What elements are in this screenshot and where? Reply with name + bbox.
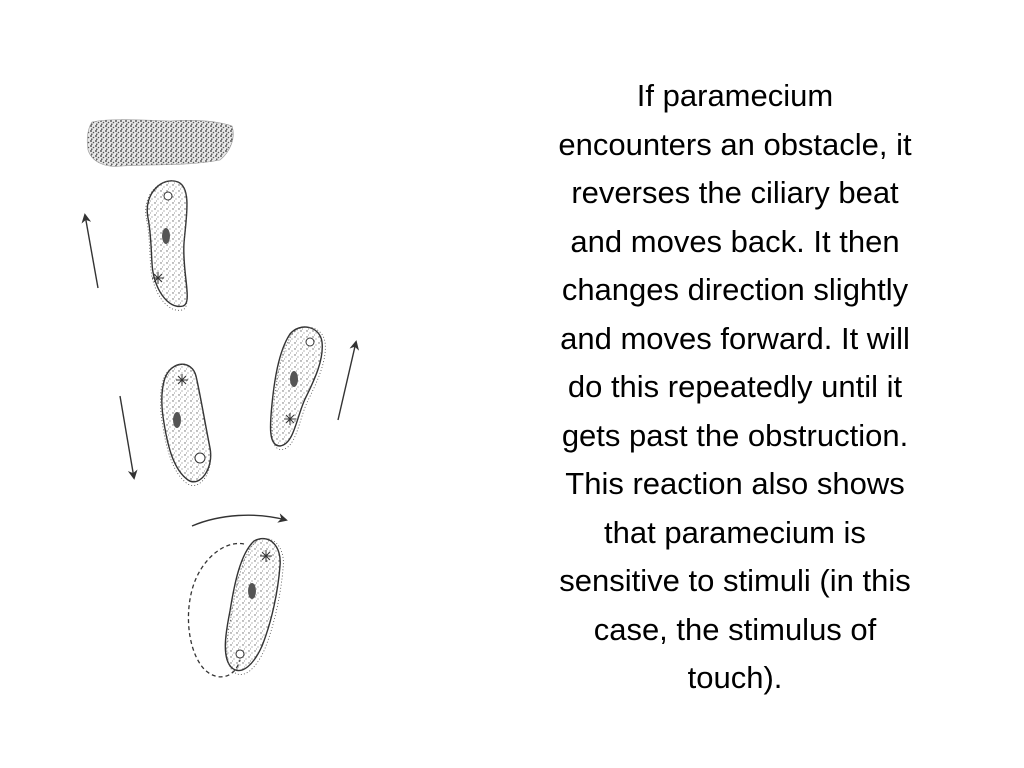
paramecium-avoidance-illustration bbox=[60, 100, 390, 700]
direction-arrow-icon bbox=[338, 342, 356, 420]
caption-line: and moves back. It then bbox=[570, 223, 900, 259]
curved-arrow-icon bbox=[192, 515, 286, 526]
caption-line: gets past the obstruction. bbox=[561, 417, 909, 453]
caption-line: If paramecium bbox=[636, 78, 834, 113]
obstacle-icon bbox=[87, 120, 233, 167]
paramecium-icon bbox=[146, 181, 188, 311]
caption-line: case, the stimulus of bbox=[593, 611, 877, 647]
paramecium-icon bbox=[270, 327, 325, 450]
illustration-svg bbox=[60, 100, 390, 700]
direction-arrow-icon bbox=[120, 396, 134, 478]
caption-line: changes direction slightly bbox=[561, 272, 909, 307]
paramecium-icon bbox=[225, 539, 283, 675]
caption-line: sensitive to stimuli (in this bbox=[559, 563, 911, 598]
paramecium-icon bbox=[160, 364, 210, 485]
caption-line: encounters an obstacle, it bbox=[558, 126, 912, 162]
caption-line: This reaction also shows bbox=[565, 466, 905, 501]
caption-line: do this repeatedly until it bbox=[567, 369, 903, 404]
caption-text bbox=[496, 72, 974, 703]
caption-line: reverses the ciliary beat bbox=[571, 175, 899, 210]
caption-line: touch). bbox=[687, 660, 783, 695]
direction-arrow-icon bbox=[85, 215, 98, 288]
caption-line: that paramecium is bbox=[604, 514, 866, 550]
caption-line: and moves forward. It will bbox=[560, 320, 910, 356]
